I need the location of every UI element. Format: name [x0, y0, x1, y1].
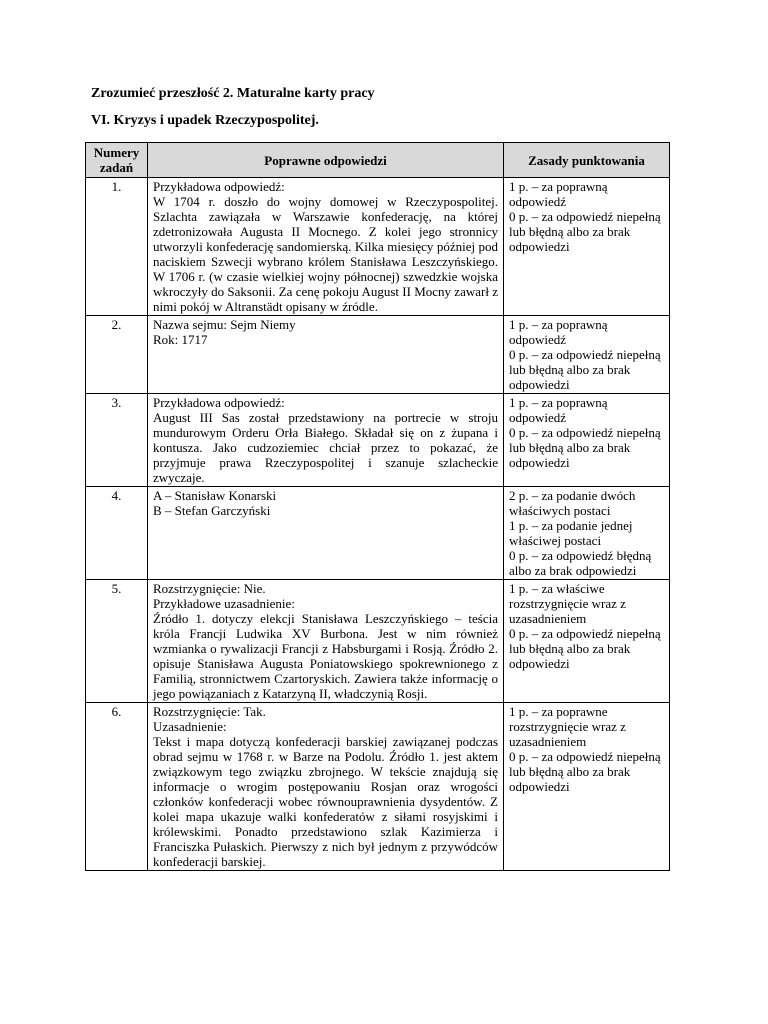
scoring-rule: 1 p. – za poprawne rozstrzygnięcie wraz z uzasadnieniem	[509, 704, 626, 749]
task-number: 3.	[86, 394, 148, 487]
scoring-rule: 1 p. – za podanie jednej właściwej postaci	[509, 518, 633, 548]
correct-answer-cell	[148, 394, 504, 487]
section-title: VI. Kryzys i upadek Rzeczypospolitej.	[91, 113, 319, 128]
scoring-rule: 1 p. – za poprawną odpowiedź	[509, 179, 608, 209]
answer-text: Źródło 1. dotyczy elekcji Stanisława Leszczyńskiego – teścia króla Francji Ludwika XV Burbona. Jest w nim również wzmianka o rywalizacji Francji z Habsburgami i Rosją. Źródło 2. opisuje Stanisława Augusta Poniatowskiego spokrewnionego z Familią, stronnictwem Czartoryskich. Zawiera także informację o jego powiązaniach z Katarzyną II, władczynią Rosji.	[153, 611, 498, 701]
correct-answer-cell	[148, 316, 504, 394]
header-task-numbers: Numery zadań	[86, 143, 148, 178]
page-title: Zrozumieć przeszłość 2. Maturalne karty pracy	[91, 86, 375, 101]
task-number: 1.	[86, 178, 148, 316]
correct-answer-cell	[148, 580, 504, 703]
answer-text: A – Stanisław Konarski	[153, 488, 277, 503]
answer-text: Rok: 1717	[153, 332, 208, 347]
scoring-rule: 0 p. – za odpowiedź błędną albo za brak odpowiedzi	[509, 548, 652, 578]
scoring-rule: 1 p. – za poprawną odpowiedź	[509, 395, 608, 425]
answer-text: Rozstrzygnięcie: Tak.	[153, 704, 266, 719]
scoring-cell	[504, 703, 670, 871]
scoring-cell	[504, 580, 670, 703]
answer-text: August III Sas został przedstawiony na portrecie w stroju mundurowym Orderu Orła Białego. Składał się on z żupana i kontusza. Jako cudzoziemiec chciał przez to pokazać, że przyjmuje prawa Rzeczypospolitej i szanuje szlacheckie zwyczaje.	[153, 410, 498, 485]
table-row	[86, 316, 670, 394]
scoring-cell	[504, 394, 670, 487]
answer-text: Nazwa sejmu: Sejm Niemy	[153, 317, 296, 332]
correct-answer-cell	[148, 703, 504, 871]
answer-text: Rozstrzygnięcie: Nie.	[153, 581, 266, 596]
answer-text: Przykładowa odpowiedź:	[153, 395, 285, 410]
table-header-row	[86, 143, 670, 178]
correct-answer-cell	[148, 178, 504, 316]
scoring-rule: 0 p. – za odpowiedź niepełną lub błędną albo za brak odpowiedzi	[509, 749, 661, 794]
task-number: 6.	[86, 703, 148, 871]
answer-text: Przykładowe uzasadnienie:	[153, 596, 295, 611]
answer-key-table	[85, 142, 670, 871]
table-row	[86, 487, 670, 580]
scoring-rule: 0 p. – za odpowiedź niepełną lub błędną albo za brak odpowiedzi	[509, 626, 661, 671]
scoring-rule: 0 p. – za odpowiedź niepełną lub błędną albo za brak odpowiedzi	[509, 425, 661, 470]
scoring-cell	[504, 316, 670, 394]
table-row	[86, 580, 670, 703]
scoring-rule: 0 p. – za odpowiedź niepełną lub błędną albo za brak odpowiedzi	[509, 209, 661, 254]
correct-answer-cell	[148, 487, 504, 580]
table-row	[86, 178, 670, 316]
answer-text: Uzasadnienie:	[153, 719, 227, 734]
scoring-cell	[504, 178, 670, 316]
header-correct-answers: Poprawne odpowiedzi	[148, 143, 504, 178]
task-number: 2.	[86, 316, 148, 394]
answer-text: B – Stefan Garczyński	[153, 503, 271, 518]
task-number: 4.	[86, 487, 148, 580]
header-scoring-rules: Zasady punktowania	[504, 143, 670, 178]
scoring-rule: 1 p. – za właściwe rozstrzygnięcie wraz z uzasadnieniem	[509, 581, 626, 626]
scoring-rule: 2 p. – za podanie dwóch właściwych postaci	[509, 488, 636, 518]
table-row	[86, 703, 670, 871]
scoring-cell	[504, 487, 670, 580]
answer-text: Przykładowa odpowiedź:	[153, 179, 285, 194]
scoring-rule: 1 p. – za poprawną odpowiedź	[509, 317, 608, 347]
answer-text: Tekst i mapa dotyczą konfederacji barskiej zawiązanej podczas obrad sejmu w 1768 r. w Barze na Podolu. Źródło 1. jest aktem związkowym tego związku zbrojnego. W tekście znajdują się informacje o wrogim postępowaniu Rosjan oraz wrogości członków konfederacji wobec równouprawnienia dysydentów. Z kolei mapa ukazuje walki konfederatów z siłami rosyjskimi i królewskimi. Ponadto przedstawiono szlak Kazimierza i Franciszka Pułaskich. Pierwszy z nich był jednym z przywódców konfederacji barskiej.	[153, 734, 498, 869]
scoring-rule: 0 p. – za odpowiedź niepełną lub błędną albo za brak odpowiedzi	[509, 347, 661, 392]
table-row	[86, 394, 670, 487]
task-number: 5.	[86, 580, 148, 703]
answer-text: W 1704 r. doszło do wojny domowej w Rzeczypospolitej. Szlachta zawiązała w Warszawie konfederację, na której zdetronizowała Augusta II Mocnego. Z kolei jego stronnicy utworzyli konfederację sandomierską. Kilka miesięcy później pod naciskiem Szwecji wybrano królem Stanisława Leszczyńskiego. W 1706 r. (w czasie wielkiej wojny północnej) szwedzkie wojska wkroczyły do Saksonii. Za cenę pokoju August II Mocny zawarł z nimi pokój w Altranstädt opisany w źródle.	[153, 194, 498, 314]
